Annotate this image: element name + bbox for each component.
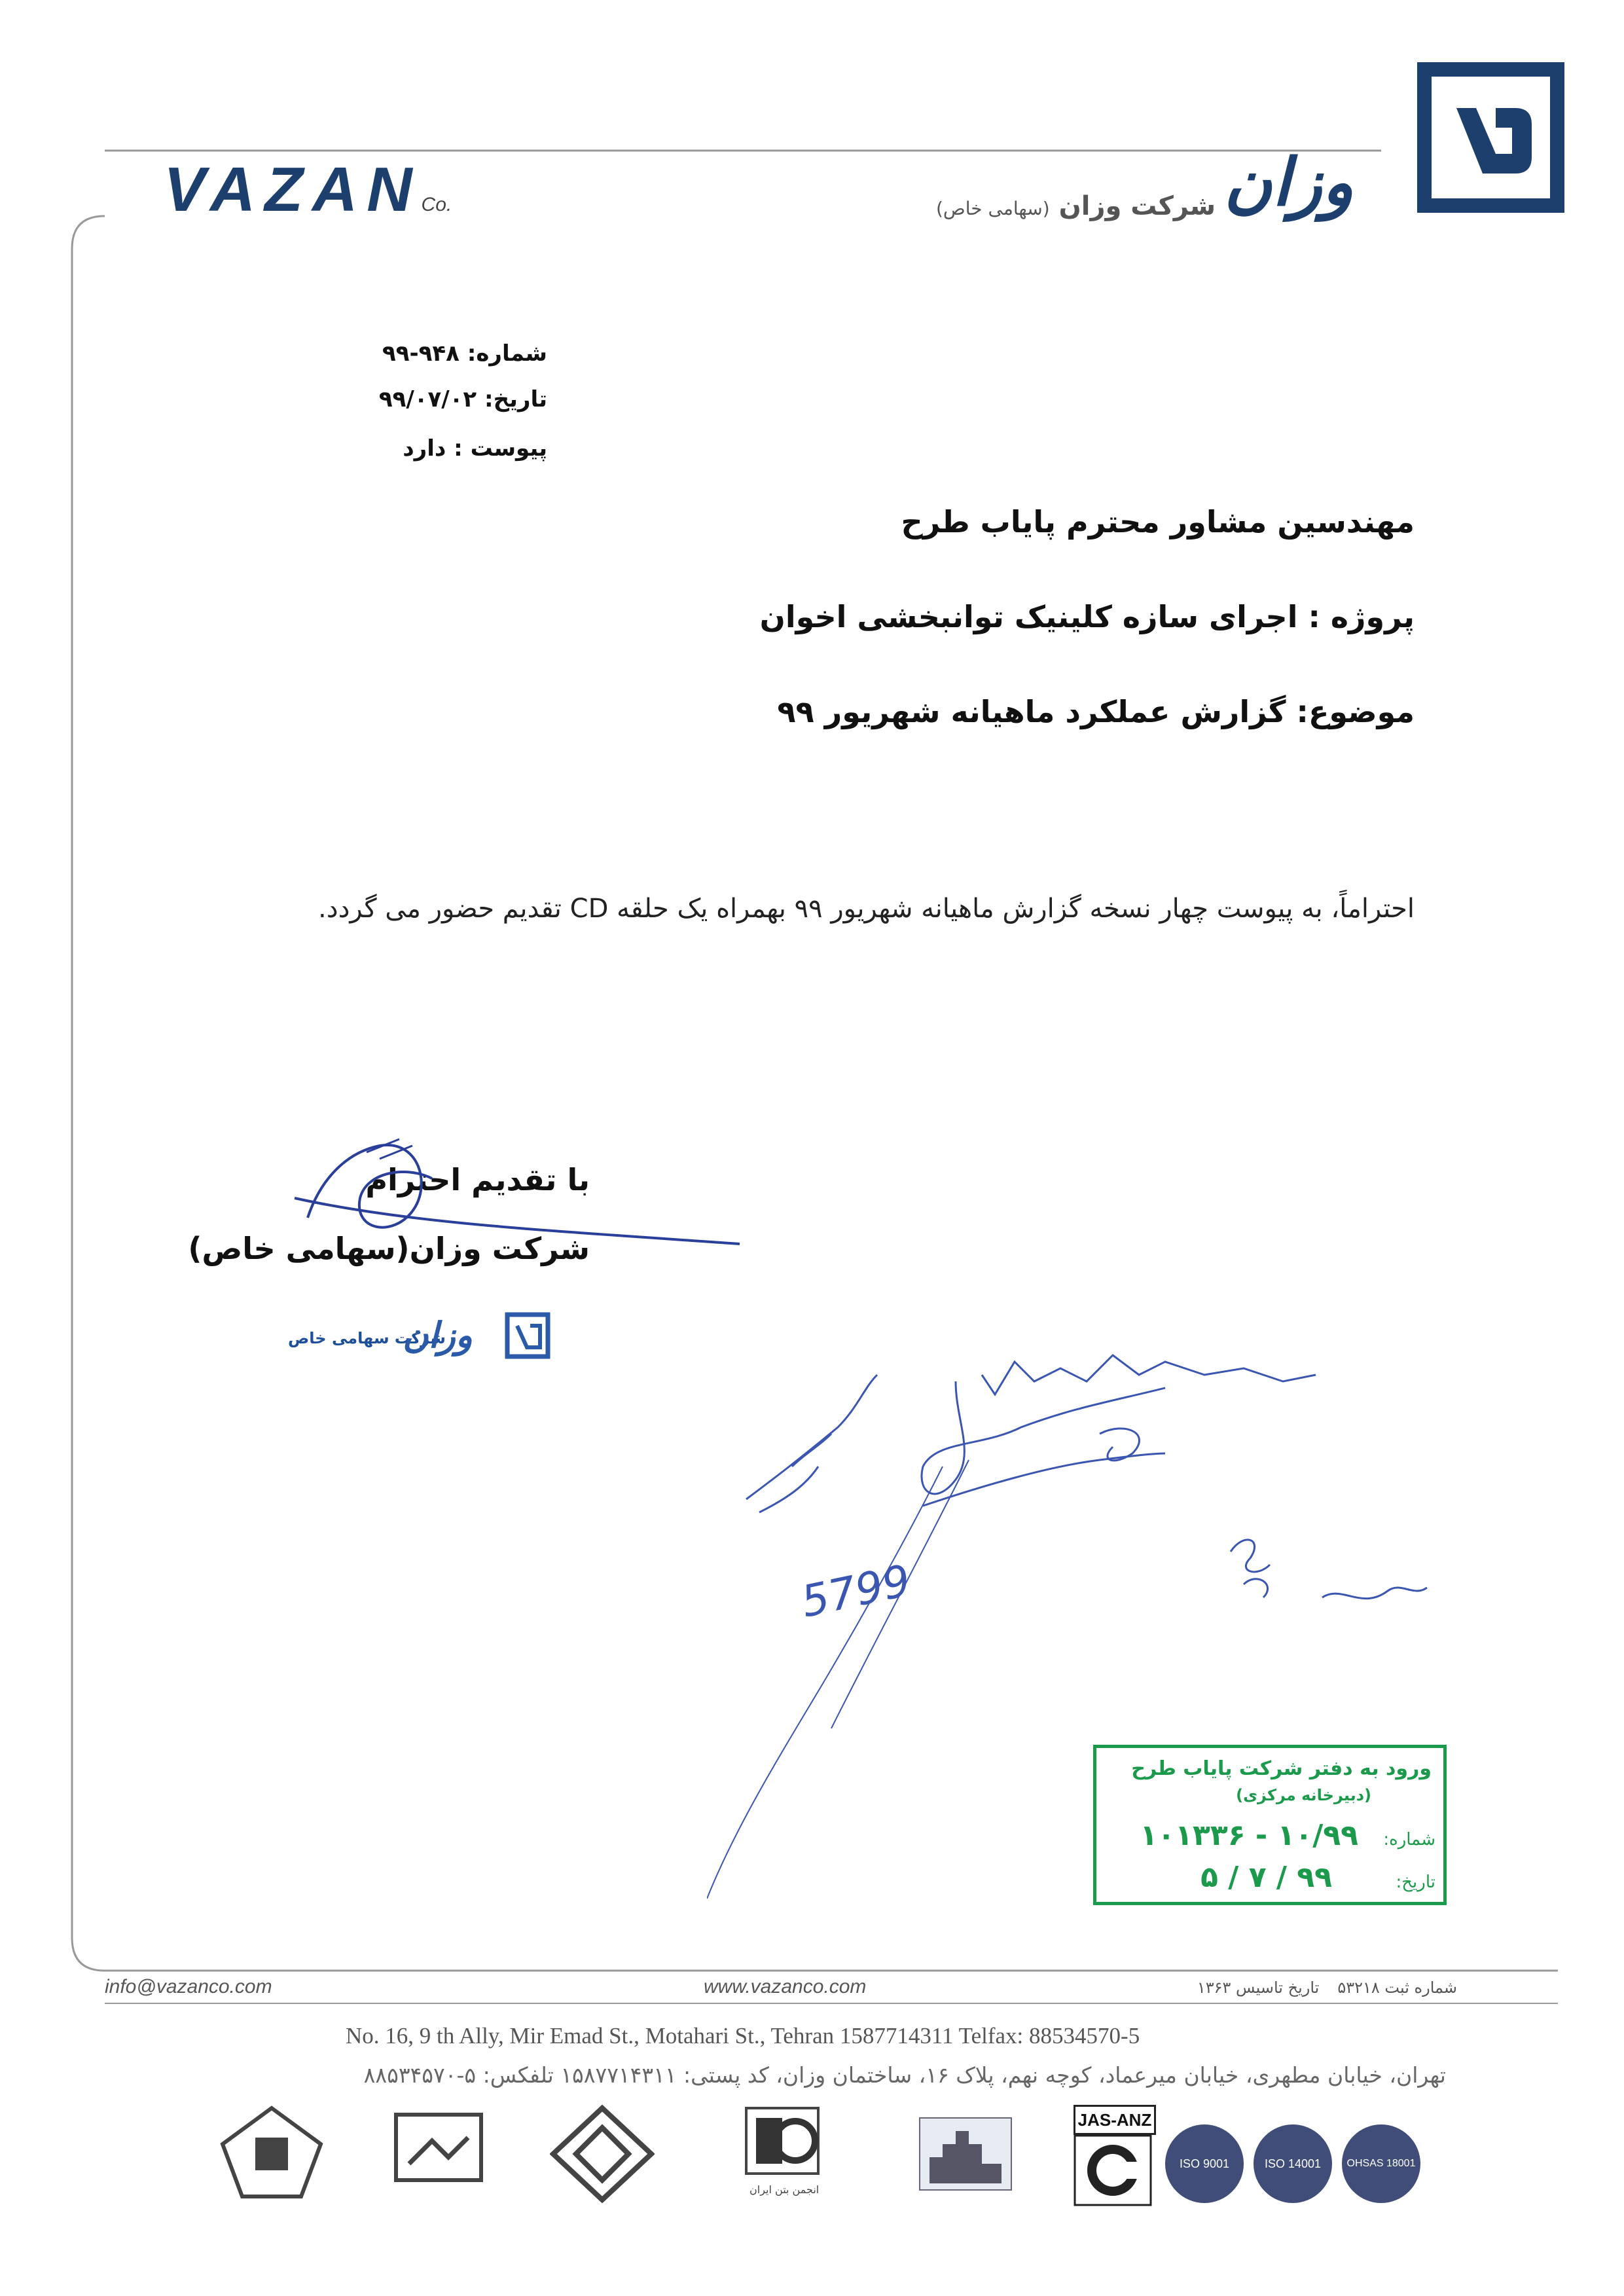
attachment-line: پیوست : دارد <box>403 435 547 462</box>
stamp-number-label: شماره: <box>1383 1830 1435 1850</box>
letter-body: احتراماً، به پیوست چهار نسخه گزارش ماهیانه شهریور ۹۹ بهمراه یک حلقه CD تقدیم حضور می گردد. <box>318 894 1415 924</box>
closing-company: شرکت وزان(سهامی خاص) <box>188 1231 590 1266</box>
company-stamp-text: شرکت سهامی خاص <box>288 1329 446 1347</box>
vazan-latin-logo: VAZANCo. <box>164 155 452 225</box>
footer-email: info@vazanco.com <box>105 1976 272 1997</box>
subject-heading: موضوع: گزارش عملکرد ماهیانه شهریور ۹۹ <box>777 694 1415 729</box>
stamp-title: ورود به دفتر شرکت پایاب طرح <box>1131 1757 1432 1780</box>
c-mark-icon <box>1074 2134 1152 2206</box>
footer-website: www.vazanco.com <box>704 1976 867 1997</box>
receipt-stamp <box>1093 1745 1447 1905</box>
association-logo-2 <box>393 2105 484 2190</box>
address-persian: تهران، خیابان مطهری، خیابان میرعماد، کوچه نهم، پلاک ۱۶، ساختمان وزان، کد پستی: ۱۵۸۷۷۱۴۳۱۱ تلفکس: ۵-۸۸۵۳۴۵۷۰ <box>363 2062 1446 2088</box>
association-logo-1 <box>216 2105 327 2203</box>
stamp-number-value: ۱۰/۹۹ - ۱۰۱۳۳۶ <box>1140 1819 1358 1852</box>
project-heading: پروژه : اجرای سازه کلینیک توانبخشی اخوان <box>759 599 1415 634</box>
jas-anz-badge: JAS-ANZ <box>1074 2105 1156 2135</box>
company-stamp-logo <box>403 1309 573 1362</box>
iso-14001-badge: ISO 14001 <box>1254 2124 1332 2203</box>
stamp-subtitle: (دبیرخانه مرکزی) <box>1236 1786 1371 1804</box>
concrete-association-logo <box>743 2105 828 2203</box>
company-name: شرکت وزان (سهامی خاص) <box>936 191 1216 221</box>
recipient-heading: مهندسین مشاور محترم پایاب طرح <box>901 504 1415 539</box>
letter-number: شماره: ۹۴۸-۹۹ <box>382 340 547 367</box>
iso-9001-badge: ISO 9001 <box>1165 2124 1244 2203</box>
stamp-date-label: تاریخ: <box>1396 1872 1435 1892</box>
stamp-date-value: ۹۹ / ۷ / ۵ <box>1200 1861 1332 1894</box>
svg-text:5799: 5799 <box>797 1555 915 1628</box>
iso-certifications <box>1074 2105 1427 2213</box>
vazan-persian-logo: وزان <box>1224 144 1354 221</box>
svg-text:انجمن بتن ایران: انجمن بتن ایران <box>749 2183 820 2196</box>
svg-text:وزان: وزان <box>403 1315 473 1356</box>
letter-date: تاریخ: ۹۹/۰۷/۰۲ <box>378 386 547 412</box>
association-logo-3 <box>550 2105 655 2203</box>
signature <box>281 1106 753 1264</box>
ohsas-18001-badge: OHSAS 18001 <box>1342 2124 1420 2203</box>
footer-registration: شماره ثبت ۵۳۲۱۸تاریخ تاسیس ۱۳۶۳ <box>1197 1978 1457 1997</box>
closing-regards: با تقدیم احترام <box>365 1162 590 1197</box>
vazan-emblem-logo <box>1417 62 1564 213</box>
construction-association-logo <box>916 2105 1015 2203</box>
address-english: No. 16, 9 th Ally, Mir Emad St., Motahari St., Tehran 1587714311 Telfax: 88534570-5 <box>346 2023 1140 2049</box>
